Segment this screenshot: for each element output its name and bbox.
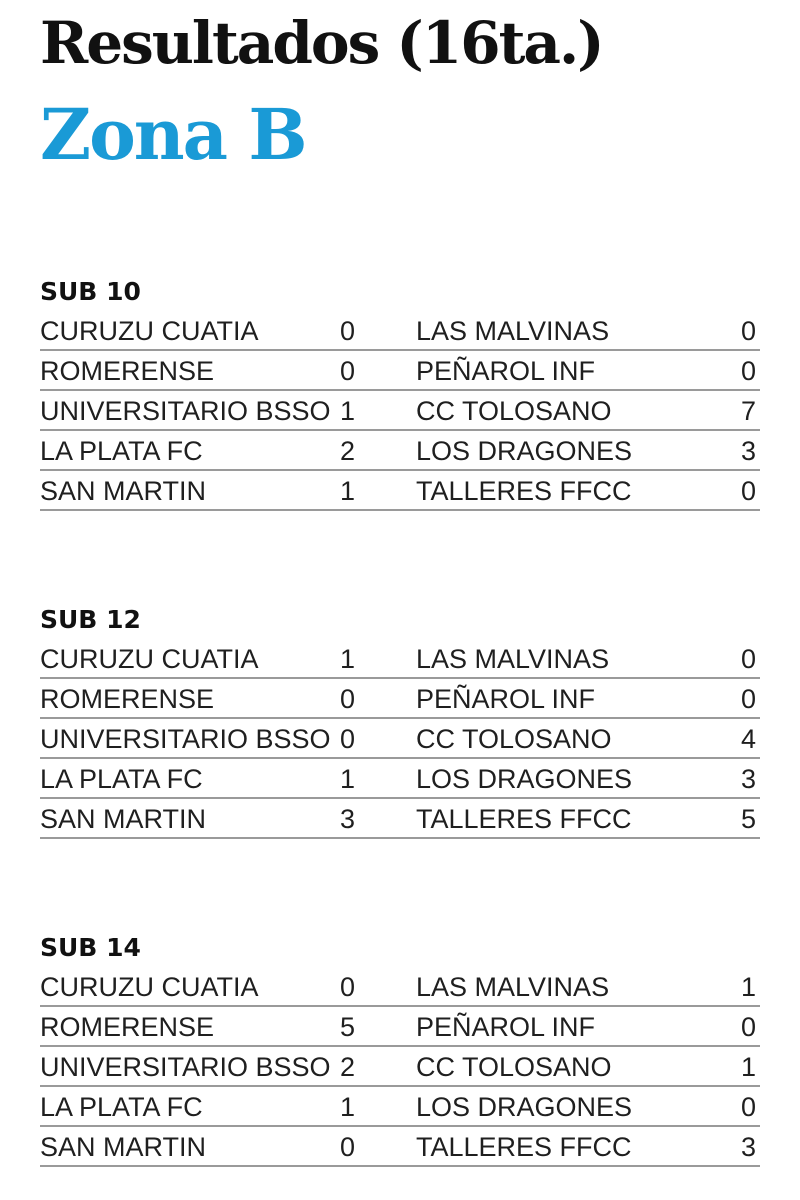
away-team: PEÑAROL INF — [416, 684, 596, 714]
away-team: PEÑAROL INF — [416, 1012, 596, 1042]
page-title: Resultados (16ta.) — [40, 9, 603, 77]
away-team: LAS MALVINAS — [416, 316, 610, 346]
match-row — [40, 391, 760, 431]
results-section-sub14 — [40, 929, 760, 1167]
section-title: SUB 14 — [40, 933, 141, 962]
away-team: LOS DRAGONES — [416, 1092, 633, 1122]
away-team: TALLERES FFCC — [416, 804, 632, 834]
zone-subtitle: Zona B — [40, 93, 306, 176]
home-score: 0 — [340, 1132, 356, 1162]
away-team: CC TOLOSANO — [416, 724, 612, 754]
home-team: ROMERENSE — [40, 684, 215, 714]
match-row — [40, 431, 760, 471]
match-row — [40, 679, 760, 719]
match-row — [40, 1127, 760, 1167]
away-score: 0 — [740, 356, 756, 386]
away-team: CC TOLOSANO — [416, 396, 612, 426]
home-team: LA PLATA FC — [40, 1092, 203, 1122]
section-title: SUB 10 — [40, 277, 141, 306]
home-score: 0 — [340, 356, 356, 386]
home-team: CURUZU CUATIA — [40, 972, 259, 1002]
match-row — [40, 311, 760, 351]
home-score: 0 — [340, 316, 356, 346]
away-team: TALLERES FFCC — [416, 476, 632, 506]
home-team: SAN MARTIN — [40, 1132, 207, 1162]
away-score: 1 — [740, 972, 756, 1002]
home-score: 3 — [340, 804, 356, 834]
match-row — [40, 1007, 760, 1047]
away-score: 4 — [740, 724, 756, 754]
away-score: 1 — [740, 1052, 756, 1082]
section-title: SUB 12 — [40, 605, 141, 634]
home-score: 2 — [340, 436, 356, 466]
away-score: 0 — [740, 316, 756, 346]
match-row — [40, 1047, 760, 1087]
home-team: ROMERENSE — [40, 356, 215, 386]
away-score: 0 — [740, 1092, 756, 1122]
home-team: ROMERENSE — [40, 1012, 215, 1042]
away-team: LOS DRAGONES — [416, 436, 633, 466]
match-row — [40, 639, 760, 679]
home-team: CURUZU CUATIA — [40, 316, 259, 346]
home-score: 1 — [340, 476, 356, 506]
home-team: SAN MARTIN — [40, 476, 207, 506]
away-score: 7 — [740, 396, 756, 426]
away-score: 3 — [740, 764, 756, 794]
home-team: LA PLATA FC — [40, 764, 203, 794]
away-score: 0 — [740, 1012, 756, 1042]
away-score: 3 — [740, 436, 756, 466]
away-score: 0 — [740, 684, 756, 714]
match-row — [40, 759, 760, 799]
home-team: SAN MARTIN — [40, 804, 207, 834]
home-score: 0 — [340, 684, 356, 714]
home-score: 1 — [340, 644, 356, 674]
away-team: PEÑAROL INF — [416, 356, 596, 386]
home-team: UNIVERSITARIO BSSO — [40, 1052, 331, 1082]
away-team: TALLERES FFCC — [416, 1132, 632, 1162]
away-team: LAS MALVINAS — [416, 644, 610, 674]
match-row — [40, 471, 760, 511]
home-score: 1 — [340, 1092, 356, 1122]
home-score: 2 — [340, 1052, 356, 1082]
home-score: 0 — [340, 972, 356, 1002]
match-row — [40, 351, 760, 391]
results-section-sub12 — [40, 601, 760, 839]
home-score: 0 — [340, 724, 356, 754]
home-score: 1 — [340, 764, 356, 794]
home-score: 1 — [340, 396, 356, 426]
match-row — [40, 1087, 760, 1127]
away-team: CC TOLOSANO — [416, 1052, 612, 1082]
home-score: 5 — [340, 1012, 356, 1042]
away-score: 3 — [740, 1132, 756, 1162]
away-team: LOS DRAGONES — [416, 764, 633, 794]
away-score: 0 — [740, 476, 756, 506]
results-section-sub10 — [40, 273, 760, 511]
match-row — [40, 799, 760, 839]
home-team: LA PLATA FC — [40, 436, 203, 466]
home-team: UNIVERSITARIO BSSO — [40, 396, 331, 426]
match-row — [40, 719, 760, 759]
home-team: UNIVERSITARIO BSSO — [40, 724, 331, 754]
away-score: 5 — [740, 804, 756, 834]
away-team: LAS MALVINAS — [416, 972, 610, 1002]
home-team: CURUZU CUATIA — [40, 644, 259, 674]
away-score: 0 — [740, 644, 756, 674]
match-row — [40, 967, 760, 1007]
